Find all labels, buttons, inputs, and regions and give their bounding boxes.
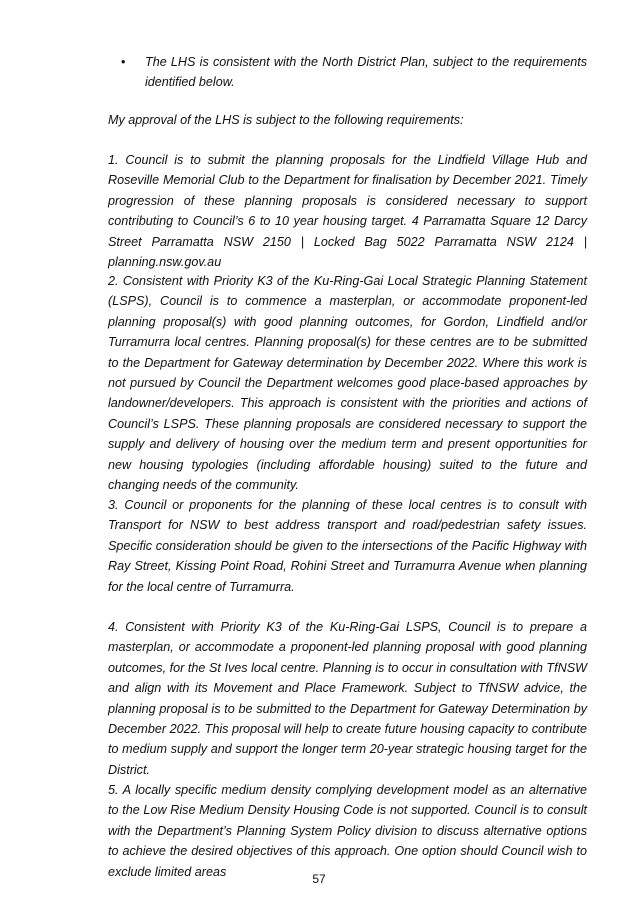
intro-paragraph: My approval of the LHS is subject to the following requirements: bbox=[108, 113, 464, 127]
requirement-4: 4. Consistent with Priority K3 of the Ku-Ring-Gai LSPS, Council is to prepare a masterplan, or accommodate a proponent-led planning proposal with good planning outcomes, for the St Ives local centre. Planning is to occur in consultation with TfNSW and align with its Movement and Place Framework. Subject to TfNSW advice, the planning proposal is to be submitted to the Department for Gateway Determination by December 2022. This proposal will help to create future housing capacity to contribute to medium supply and support the longer term 20-year strategic housing target for the District. bbox=[108, 620, 587, 777]
bullet-text: The LHS is consistent with the North District Plan, subject to the requirements identified below. bbox=[145, 55, 587, 90]
requirement-5: 5. A locally specific medium density complying development model as an alternative to the Low Rise Medium Density Housing Code is not supported. Council is to consult with the Department’s Planning System Policy division to discuss alternative options to achieve the desired objectives of this approach. One option should Council wish to exclude limited areas bbox=[108, 783, 587, 879]
requirement-3: 3. Council or proponents for the planning of these local centres is to consult with Transport for NSW to best address transport and road/pedestrian safety issues. Specific consideration should be given to the intersections of the Pacific Highway with Ray Street, Kissing Point Road, Rohini Street and Turramurra Avenue when planning for the local centre of Turramurra. bbox=[108, 498, 587, 594]
bullet-icon: • bbox=[121, 55, 126, 69]
page-number: 57 bbox=[312, 872, 326, 886]
requirement-1: 1. Council is to submit the planning proposals for the Lindfield Village Hub and Roseville Memorial Club to the Department for finalisation by December 2021. Timely progression of these planning proposals is considered necessary to support contributing to Council’s 6 to 10 year housing target. 4 Parramatta Square 12 Darcy Street Parramatta NSW 2150 | Locked Bag 5022 Parramatta NSW 2124 | planning.nsw.gov.au bbox=[108, 153, 587, 270]
requirement-2: 2. Consistent with Priority K3 of the Ku-Ring-Gai Local Strategic Planning Statement (LSPS), Council is to commence a masterplan, or accommodate proponent-led planning proposal(s) with good planning outcomes, for Gordon, Lindfield and/or Turramurra local centres. Planning proposal(s) for these centres are to be submitted to the Department for Gateway determination by December 2022. Where this work is not pursued by Council the Department welcomes good place-based approaches by landowner/developers. This approach is consistent with the priorities and actions of Council’s LSPS. These planning proposals are considered necessary to support the supply and delivery of housing over the medium term and present opportunities for new housing typologies (including affordable housing) suited to the future and changing needs of the community. bbox=[108, 274, 587, 493]
